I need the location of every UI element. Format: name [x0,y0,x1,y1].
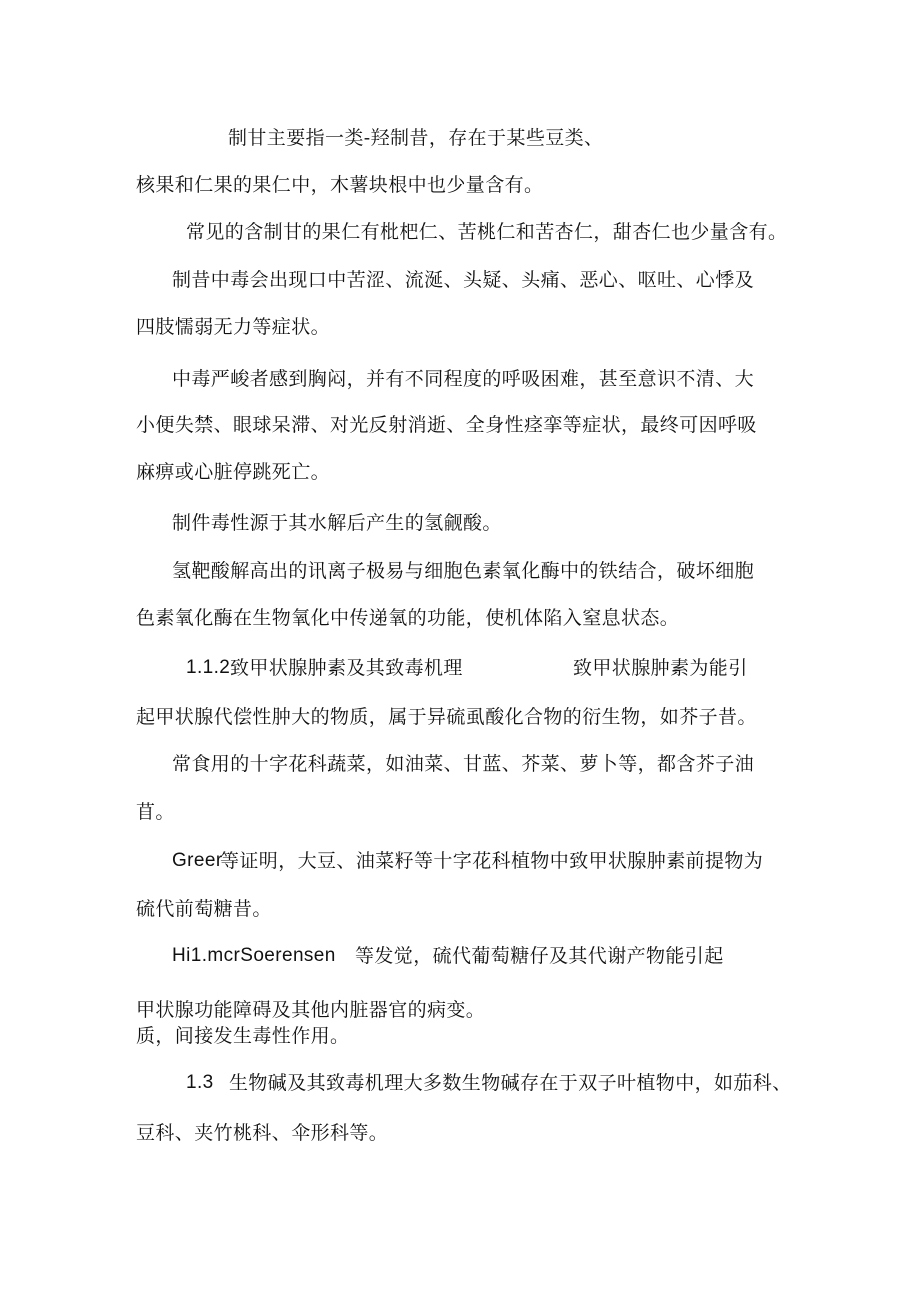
p10-line1-rest: 等发觉，硫代葡萄糖仔及其代谢产物能引起 [355,945,724,967]
p11-line1-rest: 生物碱及其致毒机理大多数生物碱存在于双子叶植物中，如茄科、 [229,1072,792,1094]
p10-latin-name: Hi1.mcrSoerensen [172,945,336,966]
p9-line1-rest: 等证明，大豆、油菜籽等十字花科植物中致甲状腺肿素前提物为 [220,850,764,872]
p11-section-number: 1.3 [186,1072,214,1093]
p6-line2: 色素氧化酶在生物氧化中传递氧的功能，使机体陷入窒息状态。 [136,607,680,629]
p4-line1: 中毒严峻者感到胸闷，并有不同程度的呼吸困难，甚至意识不清、大 [172,368,755,390]
p8-line1: 常食用的十字花科蔬菜，如油菜、甘蓝、芥菜、萝卜等，都含芥子油 [172,753,755,775]
p7-section-number: 1.1.2 [186,657,231,678]
p3-line2: 四肢懦弱无力等症状。 [136,316,331,338]
p6-line1: 氢靶酸解高出的讯离子极易与细胞色素氧化酶中的铁结合，破坏细胞 [172,560,755,582]
p10-line2: 甲状腺功能障碍及其他内脏器官的病变。 [136,999,486,1021]
p7-heading: 致甲状腺肿素及其致毒机理 [230,657,463,679]
p5-line1: 制件毒性源于其水解后产生的氢觎酸。 [172,512,502,534]
p7-line1-tail: 致甲状腺肿素为能引 [573,657,748,679]
p11-line2: 豆科、夹竹桃科、伞形科等。 [136,1122,389,1144]
p1-line1: 制甘主要指一类-羟制昔，存在于某些豆类、 [228,127,604,149]
p8-line2: 苜。 [136,801,175,823]
p3-line1: 制昔中毒会出现口中苦涩、流涎、头疑、头痛、恶心、呕吐、心悸及 [172,269,755,291]
p9-latin-name: Greer [172,850,223,871]
p7-line2: 起甲状腺代偿性肿大的物质，属于异硫虱酸化合物的衍生物，如芥子昔。 [136,706,757,728]
p9-line2: 硫代前萄糖昔。 [136,898,272,920]
p10-line3: 质，间接发生毒性作用。 [136,1025,350,1047]
p1-line2: 核果和仁果的果仁中，木薯块根中也少量含有。 [136,174,544,196]
p4-line3: 麻痹或心脏停跳死亡。 [136,461,331,483]
p4-line2: 小便失禁、眼球呆滞、对光反射消逝、全身性痉挛等症状，最终可因呼吸 [136,414,757,436]
p2-line1: 常见的含制甘的果仁有枇杷仁、苦桃仁和苦杏仁，甜杏仁也少量含有。 [186,221,788,243]
